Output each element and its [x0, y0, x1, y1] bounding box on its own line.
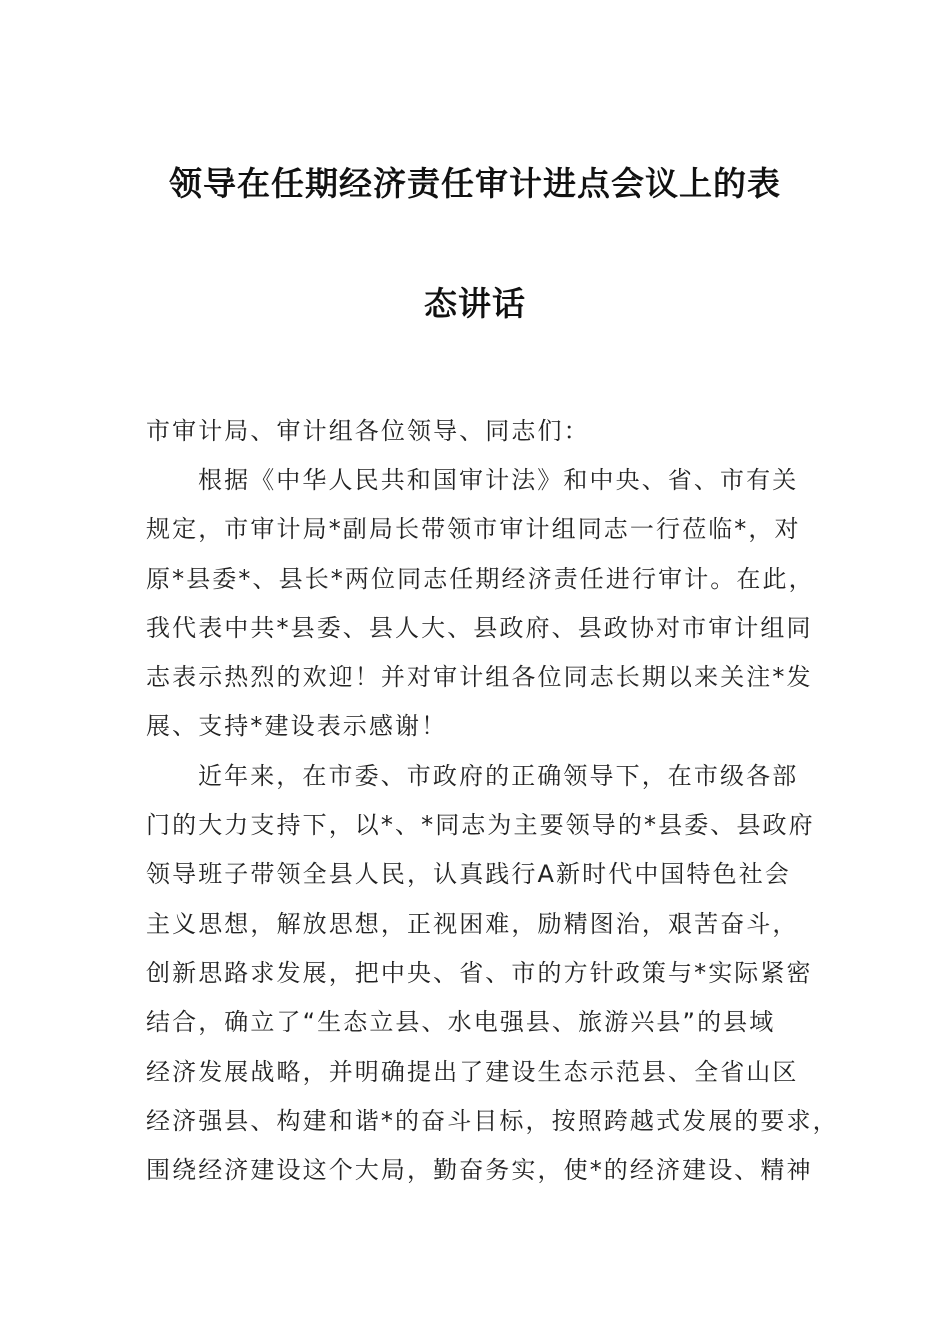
paragraph-1-line: 展、支持*建设表示感谢！: [146, 712, 448, 740]
document-title-line-2: 态讲话: [424, 284, 526, 323]
paragraph-2-line: 创新思路求发展，把中央、省、市的方针政策与*实际紧密: [146, 959, 813, 987]
paragraph-2-line: 门的大力支持下，以*、*同志为主要领导的*县委、县政府: [146, 811, 815, 839]
paragraph-2-line: 经济强县、构建和谐*的奋斗目标，按照跨越式发展的要求，: [146, 1107, 839, 1135]
paragraph-2-line: 主义思想，解放思想，正视困难，励精图治，艰苦奋斗，: [146, 910, 799, 938]
paragraph-2-line: 近年来，在市委、市政府的正确领导下，在市级各部: [198, 762, 799, 790]
paragraph-1-line: 志表示热烈的欢迎！并对审计组各位同志长期以来关注*发: [146, 663, 813, 691]
paragraph-1-line: 我代表中共*县委、县人大、县政府、县政协对市审计组同: [146, 614, 813, 642]
paragraph-2-line: 领导班子带领全县人民，认真践行A新时代中国特色社会: [146, 860, 791, 888]
paragraph-1-line: 原*县委*、县长*两位同志任期经济责任进行审计。在此，: [146, 565, 815, 593]
salutation: 市审计局、审计组各位领导、同志们：: [146, 417, 590, 445]
document-title-line-1: 领导在任期经济责任审计进点会议上的表: [169, 164, 781, 203]
paragraph-1-line: 根据《中华人民共和国审计法》和中央、省、市有关: [198, 466, 799, 494]
paragraph-2-line: 结合，确立了“生态立县、水电强县、旅游兴县”的县域: [146, 1008, 776, 1036]
paragraph-2-line: 经济发展战略，并明确提出了建设生态示范县、全省山区: [146, 1058, 799, 1086]
paragraph-2-line: 围绕经济建设这个大局，勤奋务实，使*的经济建设、精神: [146, 1156, 813, 1184]
paragraph-1-line: 规定，市审计局*副局长带领市审计组同志一行莅临*，对: [146, 515, 801, 543]
